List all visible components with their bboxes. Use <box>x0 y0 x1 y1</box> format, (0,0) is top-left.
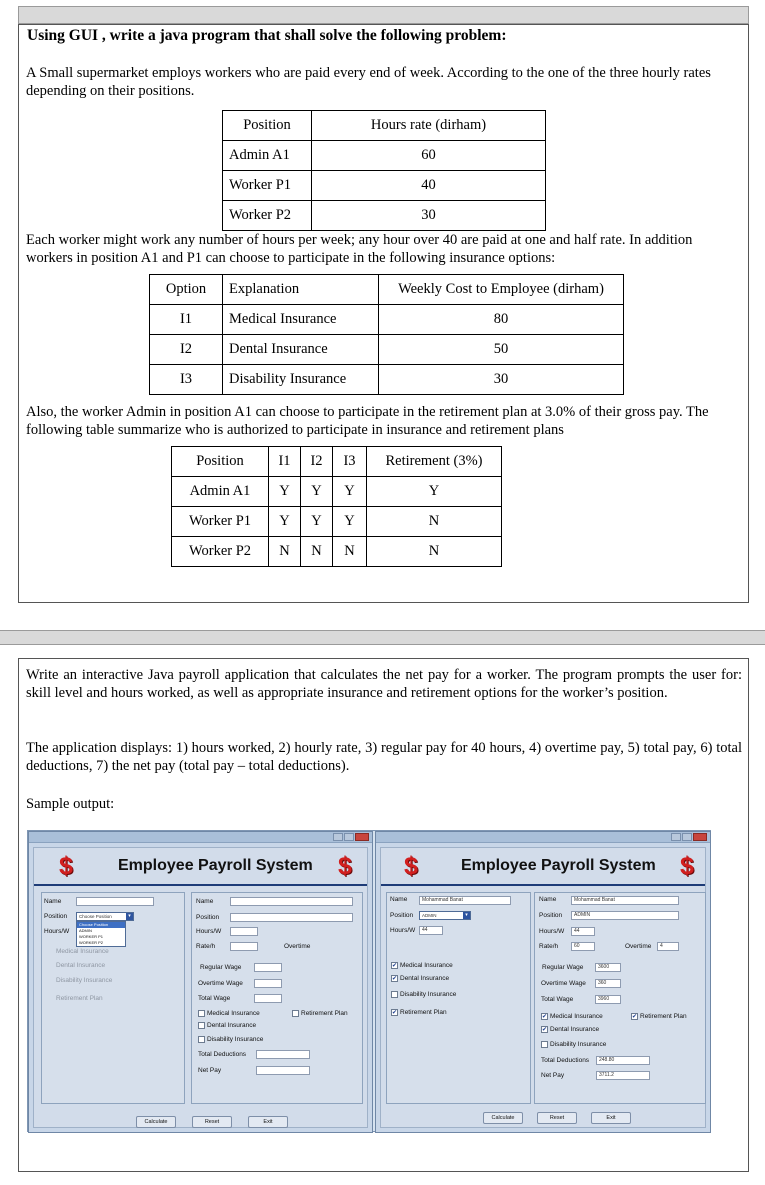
name-label: Name <box>44 898 62 905</box>
disability-insurance-label: Disability Insurance <box>400 991 457 998</box>
table-cell: Medical Insurance <box>223 305 379 335</box>
dental-insurance-label: Dental Insurance <box>550 1026 600 1033</box>
dollar-icon: $ <box>680 852 694 880</box>
total-wage-label: Total Wage <box>198 995 231 1002</box>
table-cell: 30 <box>312 201 546 231</box>
table-row <box>172 507 502 537</box>
window-controls <box>671 833 707 841</box>
table-row <box>223 141 546 171</box>
table-row <box>150 335 624 365</box>
total-deductions-output: 248.80 <box>596 1056 650 1065</box>
overtime-wage-label: Overtime Wage <box>198 980 243 987</box>
hours-label: Hours/W <box>44 928 70 935</box>
dropdown-option[interactable]: WORKER P1 <box>79 934 104 939</box>
total-wage-output <box>254 994 282 1003</box>
title-bar <box>376 832 710 843</box>
title-bar <box>29 832 372 843</box>
close-icon[interactable] <box>355 833 369 841</box>
hours-label: Hours/W <box>196 928 222 935</box>
total-wage-output: 3960 <box>595 995 621 1004</box>
table-cell: Disability Insurance <box>223 365 379 395</box>
position-select-value: ADMIN <box>422 913 437 918</box>
overtime-wage-label: Overtime Wage <box>541 980 586 987</box>
retirement-plan-checkbox[interactable]: ✔ <box>632 1013 638 1020</box>
position-select-value: Choose Position <box>79 914 112 919</box>
position-output: ADMIN <box>571 911 679 920</box>
position-select[interactable] <box>76 912 134 921</box>
table-cell: Admin A1 <box>172 477 269 507</box>
reset-button[interactable]: Reset <box>192 1116 232 1128</box>
dental-insurance-checkbox[interactable]: ✔ <box>392 975 398 982</box>
table-row <box>172 537 502 567</box>
table-header: Hours rate (dirham) <box>312 111 546 141</box>
medical-insurance-checkbox[interactable] <box>198 1010 205 1017</box>
table-cell: N <box>269 537 301 567</box>
disability-insurance-checkbox[interactable] <box>391 991 398 998</box>
disability-insurance-label: Disability Insurance <box>207 1036 264 1043</box>
name-label: Name <box>196 898 214 905</box>
overtime-output: 4 <box>657 942 679 951</box>
retirement-plan-label: Retirement Plan <box>400 1009 447 1016</box>
table-cell: 80 <box>379 305 624 335</box>
name-output: Mohammad Banat <box>571 896 679 905</box>
page-divider-middle <box>0 630 765 645</box>
hours-output: 44 <box>571 927 595 936</box>
table-cell: N <box>367 537 502 567</box>
dental-insurance-label: Dental Insurance <box>400 975 450 982</box>
dollar-icon: $ <box>404 852 418 880</box>
medical-insurance-label: Medical Insurance <box>56 948 109 955</box>
table-row <box>223 171 546 201</box>
name-output <box>230 897 353 906</box>
medical-insurance-checkbox[interactable]: ✔ <box>542 1013 548 1020</box>
sample-output-screenshot <box>27 830 711 1132</box>
disability-insurance-label: Disability Insurance <box>550 1041 607 1048</box>
sample-output-label: Sample output: <box>26 796 115 812</box>
table-row <box>150 365 624 395</box>
table-cell: Worker P1 <box>223 171 312 201</box>
table-row <box>223 111 546 141</box>
overtime-wage-output: 360 <box>595 979 621 988</box>
hours-input[interactable]: 44 <box>419 926 443 935</box>
table-header: Explanation <box>223 275 379 305</box>
calculate-button[interactable]: Calculate <box>483 1112 523 1124</box>
disability-insurance-checkbox[interactable] <box>198 1036 205 1043</box>
retirement-plan-label: Retirement Plan <box>301 1010 348 1017</box>
table-cell: 30 <box>379 365 624 395</box>
app-panel <box>380 847 706 1128</box>
table-cell: Y <box>269 477 301 507</box>
table-cell: Y <box>333 477 367 507</box>
reset-button[interactable]: Reset <box>537 1112 577 1124</box>
table-cell: 60 <box>312 141 546 171</box>
table-cell: Y <box>367 477 502 507</box>
table-cell: I1 <box>150 305 223 335</box>
table-cell: N <box>301 537 333 567</box>
hours-label: Hours/W <box>539 928 565 935</box>
regular-wage-label: Regular Wage <box>542 964 584 971</box>
rate-output: 60 <box>571 942 595 951</box>
table-cell: 40 <box>312 171 546 201</box>
position-output <box>230 913 353 922</box>
position-label: Position <box>539 912 563 919</box>
name-input[interactable] <box>76 897 154 906</box>
table-row <box>150 275 624 305</box>
disability-insurance-label: Disability Insurance <box>56 977 113 984</box>
table-header: I3 <box>333 447 367 477</box>
net-pay-label: Net Pay <box>198 1067 222 1074</box>
hourly-rates-table <box>222 110 546 231</box>
position-select[interactable] <box>419 911 471 920</box>
intro-paragraph: A Small supermarket employs workers who are paid every end of week. According to the one of the three hourly rates depending on their positions. <box>26 65 711 99</box>
window-controls <box>333 833 369 841</box>
page-divider-top <box>18 6 749 24</box>
dental-insurance-label: Dental Insurance <box>207 1022 257 1029</box>
table-cell: Y <box>301 477 333 507</box>
medical-insurance-checkbox[interactable]: ✔ <box>392 962 398 969</box>
retirement-plan-label: Retirement Plan <box>640 1013 687 1020</box>
total-deductions-output <box>256 1050 310 1059</box>
table-cell: I3 <box>150 365 223 395</box>
app-title: Employee Payroll System <box>118 857 313 874</box>
table-cell: Worker P2 <box>223 201 312 231</box>
assignment-paragraph: Write an interactive Java payroll application that calculates the net pay for a worker. The program prompts the user for: skill level and hours worked, as well as appropriate insurance and retirement options for the worker’s position. <box>26 667 742 701</box>
payroll-window-left <box>28 831 373 1133</box>
table-header: I2 <box>301 447 333 477</box>
net-pay-label: Net Pay <box>541 1072 565 1079</box>
chevron-down-icon: ▾ <box>463 912 470 919</box>
name-input[interactable]: Mohammad Banat <box>419 896 511 905</box>
insurance-options-table <box>149 274 624 395</box>
dropdown-option[interactable]: Choose Position <box>77 922 125 928</box>
table-header: Position <box>223 111 312 141</box>
dental-insurance-checkbox[interactable] <box>198 1022 205 1029</box>
table-row <box>150 305 624 335</box>
retirement-plan-checkbox[interactable] <box>292 1010 299 1017</box>
table-header: I1 <box>269 447 301 477</box>
dental-insurance-label: Dental Insurance <box>56 962 106 969</box>
table-cell: I2 <box>150 335 223 365</box>
app-title: Employee Payroll System <box>461 857 656 874</box>
medical-insurance-label: Medical Insurance <box>400 962 453 969</box>
net-pay-output <box>256 1066 310 1075</box>
chevron-down-icon: ▾ <box>126 913 133 920</box>
calculate-button[interactable]: Calculate <box>136 1116 176 1128</box>
medical-insurance-label: Medical Insurance <box>550 1013 603 1020</box>
table-cell: Y <box>301 507 333 537</box>
position-label: Position <box>196 914 220 921</box>
maximize-icon[interactable] <box>682 833 692 841</box>
problem-statement-page <box>18 24 749 603</box>
retirement-paragraph: Also, the worker Admin in position A1 can choose to participate in the retirement plan at 3.0% of their gross pay. The following table summarize who is authorized to participate in insurance and retirement plans <box>26 404 709 438</box>
overtime-wage-output <box>254 979 282 988</box>
net-pay-output: 3711.2 <box>596 1071 650 1080</box>
exit-button[interactable]: Exit <box>248 1116 288 1128</box>
rate-output <box>230 942 258 951</box>
retirement-plan-checkbox[interactable]: ✔ <box>392 1009 398 1016</box>
table-cell: Y <box>269 507 301 537</box>
app-panel <box>33 847 368 1128</box>
name-label: Name <box>390 896 408 903</box>
table-header: Option <box>150 275 223 305</box>
disability-insurance-checkbox[interactable] <box>541 1041 548 1048</box>
retirement-plan-label: Retirement Plan <box>56 995 103 1002</box>
authorization-table <box>171 446 502 567</box>
overtime-label: Overtime <box>625 943 652 950</box>
regular-wage-output <box>254 963 282 972</box>
table-cell: Dental Insurance <box>223 335 379 365</box>
dropdown-option[interactable]: WORKER P2 <box>79 940 104 945</box>
hours-label: Hours/W <box>390 927 416 934</box>
table-cell: N <box>367 507 502 537</box>
dental-insurance-checkbox[interactable]: ✔ <box>542 1026 548 1033</box>
table-header: Retirement (3%) <box>367 447 502 477</box>
app-header <box>34 848 367 886</box>
close-icon[interactable] <box>693 833 707 841</box>
total-deductions-label: Total Deductions <box>198 1051 247 1058</box>
maximize-icon[interactable] <box>344 833 354 841</box>
table-row <box>172 447 502 477</box>
table-cell: Worker P1 <box>172 507 269 537</box>
displays-paragraph: The application displays: 1) hours worked, 2) hourly rate, 3) regular pay for 40 hours, 4) overtime pay, 5) total pay, 6) total deductions, 7) the net pay (total pay – total deductions). <box>26 740 742 774</box>
rate-label: Rate/h <box>539 943 559 950</box>
rate-label: Rate/h <box>196 943 216 950</box>
table-cell: Worker P2 <box>172 537 269 567</box>
overtime-label: Overtime <box>284 943 311 950</box>
dropdown-option[interactable]: ADMIN <box>79 928 92 933</box>
total-deductions-label: Total Deductions <box>541 1057 590 1064</box>
table-cell: Admin A1 <box>223 141 312 171</box>
table-cell: Y <box>333 507 367 537</box>
total-wage-label: Total Wage <box>541 996 574 1003</box>
minimize-icon[interactable] <box>671 833 681 841</box>
dollar-icon: $ <box>59 852 73 880</box>
medical-insurance-label: Medical Insurance <box>207 1010 260 1017</box>
name-label: Name <box>539 896 557 903</box>
minimize-icon[interactable] <box>333 833 343 841</box>
position-label: Position <box>390 912 414 919</box>
app-header <box>381 848 705 886</box>
position-dropdown <box>76 921 126 947</box>
regular-wage-output: 3600 <box>595 963 621 972</box>
table-cell: 50 <box>379 335 624 365</box>
table-cell: N <box>333 537 367 567</box>
dollar-icon: $ <box>338 852 352 880</box>
regular-wage-label: Regular Wage <box>200 964 242 971</box>
table-row <box>223 201 546 231</box>
page-heading: Using GUI , write a java program that shall solve the following problem: <box>27 27 507 44</box>
hours-output <box>230 927 258 936</box>
table-header: Weekly Cost to Employee (dirham) <box>379 275 624 305</box>
overtime-paragraph: Each worker might work any number of hours per week; any hour over 40 are paid at one and half rate. In addition workers in position A1 and P1 can choose to participate in the following insurance options: <box>26 232 693 266</box>
table-header: Position <box>172 447 269 477</box>
position-label: Position <box>44 913 68 920</box>
exit-button[interactable]: Exit <box>591 1112 631 1124</box>
payroll-window-right <box>375 831 711 1133</box>
table-row <box>172 477 502 507</box>
